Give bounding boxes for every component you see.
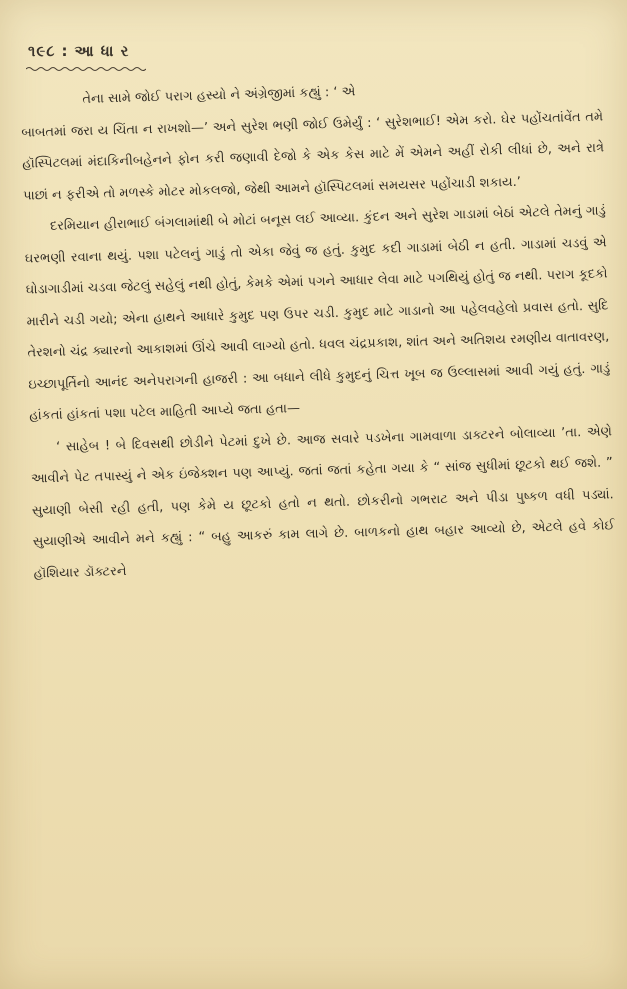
header-separator: :: [61, 42, 69, 60]
page-number: ૧૯૮: [28, 42, 56, 60]
body-continuation: [21, 101, 616, 590]
paragraph-3: દરમિયાન હીરાભાઈ બંગલામાંથી બે મોટાં બનૂસ લઈ આવ્યા. કુંદન અને સુરેશ ગાડામાં બેઠાં એટલે તેમનું ગાડું ઘરભણી રવાના થયું. પશા પટેલનું ગાડું તો એકા જેવું જ હતું. કુમુદ કદી ગાડામાં બેઠી ન હતી. ગાડામાં ચડવું એ ઘોડાગાડીમાં ચડવા જેટલું સહેલું નથી હોતું, કેમકે એમાં પગને આધાર લેવા માટે પગથિયું હોતું જ નથી. પરાગ કૂદકો મારીને ચડી ગયો; એના હાથને આધારે કુમુદ પણ ઉપર ચડી. કુમુદ માટે ગાડાનો આ પહેલવહેલો પ્રવાસ હતો. સુદિ તેરશનો ચંદ્ર ક્યારનો આકાશમાં ઊંચે આવી લાગ્યો હતો. ધવલ ચંદ્રપ્રકાશ, શાંત અને અતિશય રમણીય વાતાવરણ, ઇચ્છાપૂર્તિનો આનંદ અનેપરાગની હાજરી : આ બધાને લીધે કુમુદનું ચિત્ત ખૂબ જ ઉલ્લાસમાં આવી ગયું હતું. ગાડું હાંકતાં હાંકતાં પશા પટેલ માહિતી આપ્યે જતા હતા—: [24, 203, 611, 424]
page-header: [28, 42, 129, 60]
paragraph-2: બાબતમાં જરા ય ચિંતા ન રાખશો—’ અને સુરેશ ભણી જોઈ ઉમેર્યું : ‘ સુરેશભાઈ! એમ કરો. ઘેર પહોંચતાંવેંત તમે હૉસ્પિટલમાં મંદાકિનીબહેનને ફોન કરી જણાવી દેજો કે એક કેસ માટે મેં એમને અહીં રોકી લીધાં છે, અને રાત્રે પાછાં ન ફરીએ તો મળસ્કે મોટર મોકલજો, જેથી આમને હૉસ્પિટલમાં સમયસર પહોંચાડી શકાય.’: [21, 108, 605, 204]
paragraph-4: ‘ સાહેબ ! બે દિવસથી છોડીને પેટમાં દુખે છે. આજ સવારે પડખેના ગામવાળા ડાક્ટરને બોલાવ્યા ’તા. એણે આવીને પેટ તપાસ્યું ને એક ઇંજેક્શન પણ આપ્યું. જતાં જતાં કહેતા ગયા કે “ સાંજ સુધીમાં છૂટકો થઈ જશે. ” સુયાણી બેસી રહી હતી, પણ કેમે ય છૂટકો હતો ન થતો. છોકરીનો ગભરાટ અને પીડા પુષ્કળ વધી પડ્યાં. સુયાણીએ આવીને મને કહ્યું : “ બહુ આકરું કામ લાગે છે. બાળકનો હાથ બહાર આવ્યો છે, એટલે હવે કોઈ હૉશિયાર ડૉક્ટરને: [30, 423, 615, 582]
body-text: [21, 69, 616, 587]
paragraph-1: તેના સામે જોઈ પરાગ હસ્યો ને અંગ્રેજીમાં કહ્યું : ‘ એ: [82, 84, 356, 107]
header-wavy-rule: [26, 66, 146, 72]
book-title: આ ધા ર: [74, 42, 130, 60]
